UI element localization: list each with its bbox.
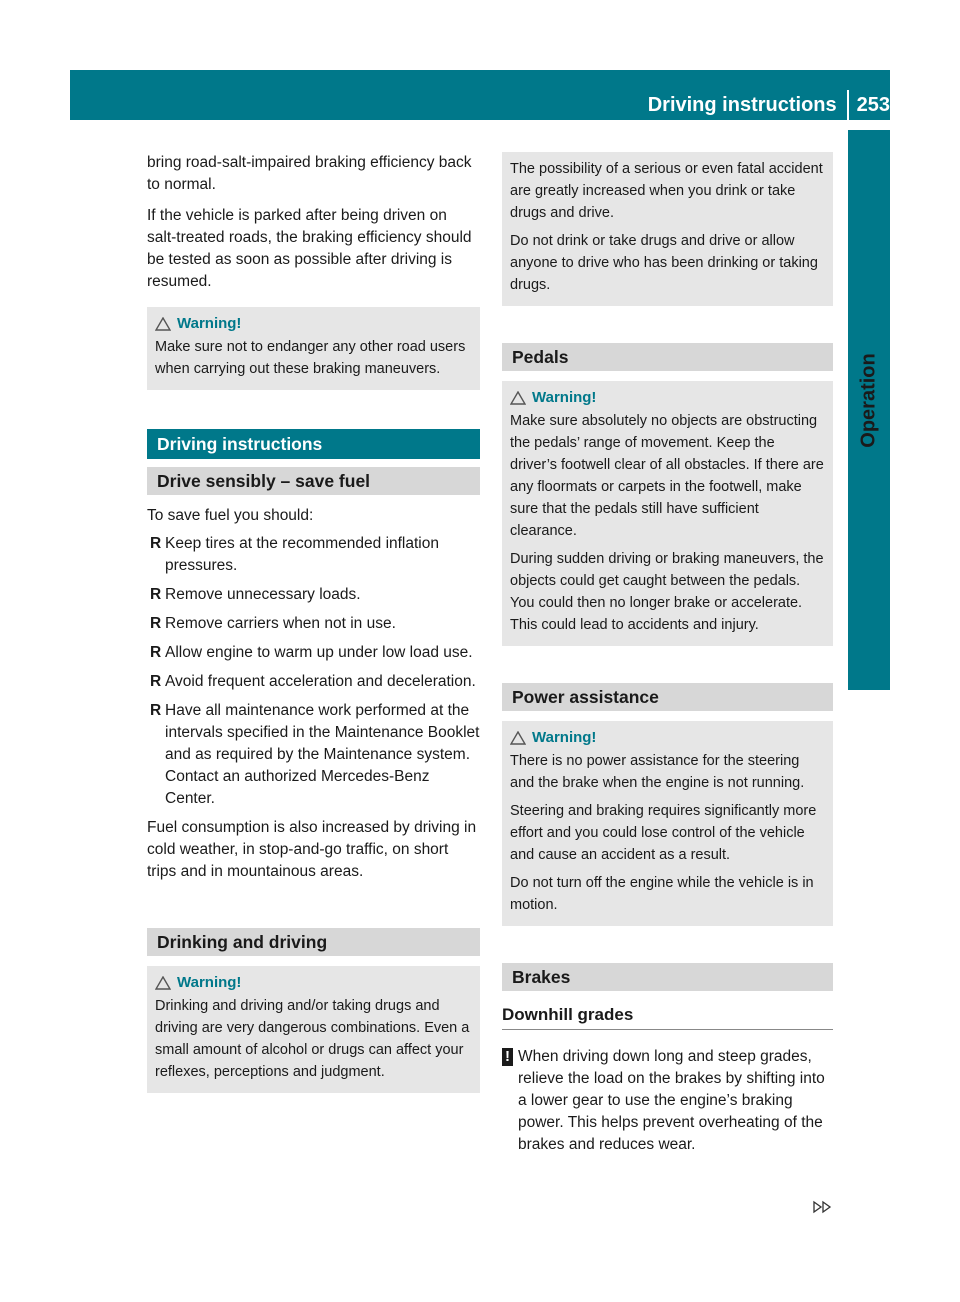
warning-title: Warning!	[532, 729, 597, 746]
warning-title: Warning!	[532, 389, 597, 406]
note-text: When driving down long and steep grades, relieve the load on the brakes by shifting into a lower gear to use the engine’s braking power. This helps prevent overheating of the brakes and reduces wear.	[518, 1048, 825, 1153]
list-item	[147, 700, 480, 810]
warning-text: Make sure absolutely no objects are obstructing the pedals’ range of movement. Keep the driver’s footwell clear of all obstacles. If there are any floormats or carpets in the footwell, make sure that the pedals still have sufficient clearance.	[510, 413, 824, 539]
bullet-marker: R	[150, 615, 162, 632]
heading-downhill-grades: Downhill grades	[502, 1005, 833, 1030]
intro-paragraph-2: If the vehicle is parked after being driven on salt-treated roads, the braking efficiency should be tested as soon as possible after driving is resumed.	[147, 207, 472, 290]
warning-box-drinking	[147, 966, 480, 1093]
list-item-text: Have all maintenance work performed at the intervals specified in the Maintenance Booklet and as required by the Maintenance system. Contact an authorized Mercedes-Benz Center.	[165, 702, 480, 807]
subheading-power-assistance: Power assistance	[502, 683, 833, 711]
warning-box-braking	[147, 307, 480, 390]
list-item	[147, 533, 480, 577]
list-item-text: Keep tires at the recommended inflation pressures.	[165, 535, 439, 574]
warning-triangle-icon	[155, 976, 171, 990]
subheading-save-fuel: Drive sensibly – save fuel	[147, 467, 480, 495]
fuel-closing-paragraph: Fuel consumption is also increased by driving in cold weather, in stop-and-go traffic, on short trips and in mountainous areas.	[147, 819, 477, 880]
list-item-text: Avoid frequent acceleration and deceleration.	[165, 673, 476, 690]
list-item	[147, 671, 480, 693]
section-heading-driving-instructions: Driving instructions	[147, 429, 480, 459]
left-column	[147, 152, 480, 1102]
warning-heading	[510, 729, 825, 746]
subheading-drinking-driving: Drinking and driving	[147, 928, 480, 956]
fuel-lead: To save fuel you should:	[147, 507, 314, 524]
running-header	[648, 90, 890, 120]
exclamation-icon: !	[502, 1048, 513, 1066]
warning-heading	[155, 974, 472, 991]
list-item	[147, 613, 480, 635]
warning-text: Steering and braking requires significantly more effort and you could lose control of the vehicle and cause an accident as a result.	[510, 803, 817, 863]
warning-box-pedals	[502, 381, 833, 646]
chapter-title: Driving instructions	[647, 93, 837, 116]
intro-paragraph-1: bring road-salt-impaired braking efficiency back to normal.	[147, 154, 472, 193]
fuel-tips-list	[147, 533, 480, 810]
warning-triangle-icon	[155, 317, 171, 331]
bullet-marker: R	[150, 673, 162, 690]
warning-triangle-icon	[510, 731, 526, 745]
side-tab-label-wrap	[848, 300, 890, 500]
warning-title: Warning!	[177, 315, 242, 332]
warning-text: During sudden driving or braking maneuvers, the objects could get caught between the pedals. You could then no longer brake or accelerate. This could lead to accidents and injury.	[510, 551, 824, 633]
warning-heading	[510, 389, 825, 406]
warning-text: Do not turn off the engine while the vehicle is in motion.	[510, 875, 814, 913]
warning-text: Make sure not to endanger any other road users when carrying out these braking maneuvers.	[155, 339, 466, 377]
subheading-pedals: Pedals	[502, 343, 833, 371]
continue-arrows-icon	[812, 1200, 834, 1214]
page-number: 253	[856, 93, 890, 116]
warning-text: The possibility of a serious or even fatal accident are greatly increased when you drink or take drugs and drive.	[510, 161, 823, 221]
bullet-marker: R	[150, 535, 162, 552]
warning-text: Do not drink or take drugs and drive or allow anyone to drive who has been drinking or taking drugs.	[510, 233, 818, 293]
list-item-text: Remove unnecessary loads.	[165, 586, 361, 603]
warning-box-drinking-continued	[502, 152, 833, 306]
warning-text: Drinking and driving and/or taking drugs and driving are very dangerous combinations. Even a small amount of alcohol or drugs can affect your reflexes, perceptions and judgment.	[155, 998, 470, 1080]
warning-title: Warning!	[177, 974, 242, 991]
bullet-marker: R	[150, 644, 162, 661]
right-column	[502, 152, 833, 1156]
warning-heading	[155, 315, 472, 332]
header-separator	[847, 90, 849, 120]
warning-box-power	[502, 721, 833, 926]
list-item	[147, 642, 480, 664]
list-item	[147, 584, 480, 606]
warning-triangle-icon	[510, 391, 526, 405]
warning-text: There is no power assistance for the steering and the brake when the engine is not running.	[510, 753, 805, 791]
bullet-marker: R	[150, 702, 162, 719]
list-item-text: Remove carriers when not in use.	[165, 615, 396, 632]
side-tab-label: Operation	[857, 352, 880, 448]
bullet-marker: R	[150, 586, 162, 603]
note-downhill	[502, 1046, 833, 1156]
list-item-text: Allow engine to warm up under low load use.	[165, 644, 473, 661]
subheading-brakes: Brakes	[502, 963, 833, 991]
